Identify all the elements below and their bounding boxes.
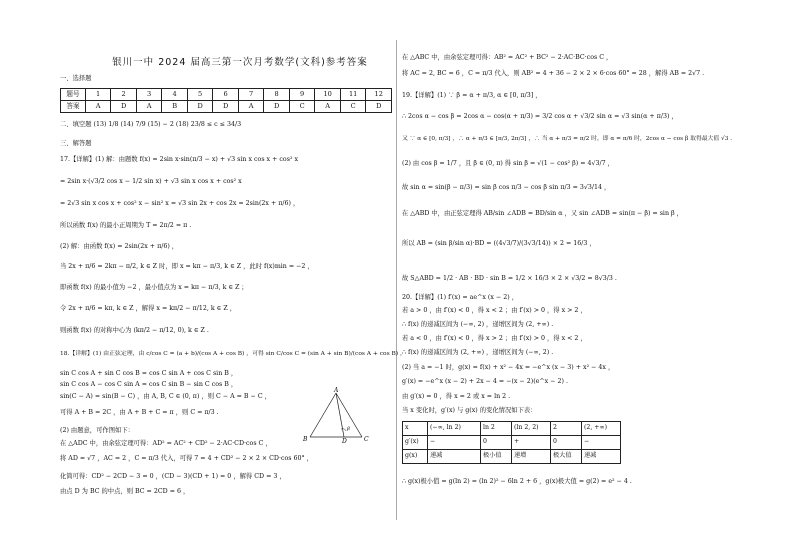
solution-line: 所以 AB = (sin β/sin α)·BD = ((4√3/7)/(3√3/14)) × 2 = 16/3 ， — [402, 240, 596, 247]
answer-cell: D — [111, 101, 137, 113]
solution-line: = 2sin x·(√3/2 cos x − 1/2 sin x) + √3 sin x cos x + cos² x — [60, 178, 242, 185]
answer-cell: D — [213, 101, 239, 113]
solution-line: (2) 由题意，可作图如下： — [60, 427, 134, 434]
answer-table-header-label: 题号 — [61, 89, 86, 101]
solution-line: sin(C − A) = sin(B − C) ，由 A, B, C ∈ (0, π) ，则 C − A = B − C ， — [60, 393, 271, 400]
solution-line: ∴ g(x)极小值 = g(ln 2) = (ln 2)² − 6ln 2 + 6 ，g(x)极大值 = g(2) = e² − 4 . — [402, 478, 632, 485]
solution-line: 17.【详解】(1) 解：由题数 f(x) = 2sin x·sin(π/3 − x) + √3 sin x cos x + cos² x — [60, 156, 299, 163]
answer-cell: B — [162, 101, 188, 113]
solution-line: 故 S△ABD = 1/2 · AB · BD · sin B = 1/2 × 16/3 × 2 × √3/2 = 8√3/3 . — [402, 275, 617, 282]
variation-cell: x — [403, 422, 428, 436]
answer-cell: D — [264, 101, 290, 113]
variation-cell: g′(x) — [403, 436, 428, 450]
triangle-side-ab — [310, 393, 336, 437]
section-choice-heading: 一、选择题 — [60, 75, 92, 82]
solution-line: g′(x) = −e^x (x − 2) + 2x − 4 = −(x − 2)(e^x − 2) . — [402, 378, 568, 385]
answer-cell: D — [366, 101, 392, 113]
solution-line: 故 sin α = sin(β − π/3) = sin β cos π/3 − cos β sin π/3 = 3√3/14 ， — [402, 184, 611, 191]
solution-line: 则函数 f(x) 的对称中心为 (kπ/2 − π/12, 0), k ∈ Z . — [60, 327, 209, 334]
angle-beta-arc — [341, 429, 346, 431]
solution-line: 将 AD = √7 ，AC = 2 ，C = π/3 代入，可得 7 = 4 + CD² − 2 × 2 × CD·cos 60° ， — [60, 455, 313, 462]
variation-cell: 递增 — [512, 450, 551, 464]
answer-cell: A — [315, 101, 341, 113]
answer-cell: C — [340, 101, 366, 113]
vertex-label-b: B — [303, 436, 308, 443]
angle-label-beta: β — [347, 426, 350, 432]
solution-line: sin C cos A + sin C cos B = cos C sin A + cos C sin B ， — [60, 370, 238, 377]
variation-table — [402, 421, 621, 464]
solution-line: (2) 由 cos β = 1/7 ，且 β ∈ (0, π) 得 sin β = √(1 − cos² β) = 4√3/7 ， — [402, 160, 614, 167]
solution-line: 由 g′(x) = 0 ，得 x = 2 或 x = ln 2 . — [402, 393, 511, 400]
solution-line: 又 ∵ α ∈ [0, π/3] ，∴ α + π/3 ∈ [π/3, 2π/3] ，∴ 当 α + π/3 = π/2 时，即 α = π/6 时，2cos α − cos β 取得最大值 √3 . — [402, 136, 733, 142]
answer-cell: D — [187, 101, 213, 113]
answer-table-number-row — [61, 89, 392, 101]
answer-cell: C — [289, 101, 315, 113]
solution-line: 令 2x + π/6 = kπ, k ∈ Z ，解得 x = kπ/2 − π/12, k ∈ Z ， — [60, 305, 237, 312]
solution-line: 化简可得：CD² − 2CD − 3 = 0 ，(CD − 3)(CD + 1) = 0 ，解得 CD = 3 ， — [60, 473, 286, 480]
variation-cell: 递减 — [428, 450, 481, 464]
variation-cell: 0 — [551, 436, 582, 450]
page-title: 银川一中 2024 届高三第一次月考数学(文科)参考答案 — [112, 57, 368, 68]
solution-line: 当 2x + π/6 = 2kπ − π/2, k ∈ Z 时，即 x = kπ − π/3, k ∈ Z ，此时 f(x)min = −2 ， — [60, 263, 314, 270]
variation-cell: 极大值 — [551, 450, 582, 464]
variation-cell: ln 2 — [481, 422, 512, 436]
question-number: 8 — [264, 89, 290, 101]
solution-line: 即函数 f(x) 的最小值为 −2 ，最小值点为 x = kπ − π/3, k ∈ Z ； — [60, 284, 248, 291]
solution-line: ∴ f(x) 的递减区间为 (2, +∞) ，递增区间为 (−∞, 2) . — [402, 349, 554, 356]
solution-line: (2) 解：由函数 f(x) = 2sin(2x + π/6) ， — [60, 243, 179, 250]
solution-line: = 2√3 sin x cos x + cos² x − sin² x = √3 sin 2x + cos 2x = 2sin(2x + π/6) ， — [60, 200, 300, 207]
answer-table — [60, 88, 392, 113]
variation-row-function — [403, 450, 621, 464]
solution-line: 若 a < 0 ，由 f′(x) < 0 ，得 x > 2 ；由 f′(x) > 0 ，得 x < 2 ， — [402, 335, 587, 342]
variation-cell: 2 — [551, 422, 582, 436]
solution-line: 由点 D 为 BC 的中点，则 BC = 2CD = 6 ， — [60, 488, 190, 495]
solution-line: 当 x 变化时，g′(x) 与 g(x) 的变化情况如下表： — [402, 407, 537, 414]
answer-table-answer-label: 答案 — [61, 101, 86, 113]
solution-line: 19.【详解】(1) ∵ β = α + π/3, α ∈ [0, π/3] ， — [402, 92, 542, 99]
section-fill-answers: 二、填空题 (13) 1/8 (14) 7/9 (15) − 2 (18) 23/8 ≤ c ≤ 34/3 — [60, 121, 242, 128]
solution-line: ∴ f(x) 的递减区间为 (−∞, 2) ，递增区间为 (2, +∞) . — [402, 321, 554, 328]
solution-line: 将 AC = 2, BC = 6 ，C = π/3 代入，则 AB² = 4 + 36 − 2 × 2 × 6·cos 60° = 28 ，解得 AB = 2√7 . — [402, 70, 705, 77]
answer-table-answer-row — [61, 101, 392, 113]
variation-cell: g(x) — [403, 450, 428, 464]
solution-line: sin C cos A − cos C sin A = cos C sin B − sin C cos B ， — [60, 381, 238, 388]
solution-line: 20.【详解】(1) f′(x) = ae^x (x − 2) ， — [402, 294, 518, 301]
question-number: 12 — [366, 89, 392, 101]
question-number: 9 — [289, 89, 315, 101]
answer-cell: A — [85, 101, 111, 113]
question-number: 6 — [213, 89, 239, 101]
solution-line: 在 △ADC 中，由余弦定理可得：AD² = AC² + CD² − 2·AC·CD·cos C ， — [60, 440, 272, 447]
answer-cell: A — [238, 101, 264, 113]
column-divider — [396, 40, 397, 520]
variation-cell: + — [512, 436, 551, 450]
variation-cell: − — [582, 436, 621, 450]
vertex-label-c: C — [364, 436, 369, 443]
solution-line: 可得 A + B = 2C ，由 A + B + C = π ，则 C = π/3 . — [60, 409, 219, 416]
vertex-label-d: D — [342, 438, 347, 443]
solution-line: 18.【详解】(1) 由正弦定理，由 c/cos C = (a + b)/(cos A + cos B) ，可得 sin C/cos C = (sin A + sin B)/(cos A + cos B) ， — [60, 351, 406, 357]
question-number: 2 — [111, 89, 137, 101]
solution-line: 所以函数 f(x) 的最小正周期为 T = 2π/2 = π . — [60, 222, 192, 229]
question-number: 3 — [136, 89, 162, 101]
variation-cell: 0 — [481, 436, 512, 450]
variation-cell: (−∞, ln 2) — [428, 422, 481, 436]
variation-cell: 递减 — [582, 450, 621, 464]
solution-line: 若 a > 0 ，由 f′(x) < 0 ，得 x < 2 ；由 f′(x) > 0 ，得 x > 2 ， — [402, 307, 587, 314]
solution-line: 在 △ABC 中，由余弦定理可得：AB² = AC² + BC² − 2·AC·BC·cos C ， — [402, 54, 613, 61]
question-number: 1 — [85, 89, 111, 101]
variation-cell: − — [428, 436, 481, 450]
question-number: 4 — [162, 89, 188, 101]
solution-line: (2) 当 a = −1 时，g(x) = f(x) + x² − 4x = −e^x (x − 3) + x² − 4x ， — [402, 364, 615, 371]
variation-row-x — [403, 422, 621, 436]
answer-cell: A — [136, 101, 162, 113]
solution-line: 在 △ABD 中，由正弦定理得 AB/sin ∠ADB = BD/sin α ，又 sin ∠ADB = sin(π − β) = sin β ， — [402, 210, 683, 217]
vertex-label-a: A — [334, 387, 339, 394]
question-number: 10 — [315, 89, 341, 101]
question-number: 7 — [238, 89, 264, 101]
solution-line: ∴ 2cos α − cos β = 2cos α − cos(α + π/3) = 3/2 cos α + √3/2 sin α = √3 sin(α + π/3) ， — [402, 113, 678, 120]
section-solution-heading: 三、解答题 — [60, 140, 92, 147]
variation-row-derivative — [403, 436, 621, 450]
triangle-figure — [300, 385, 380, 443]
variation-cell: (2, +∞) — [582, 422, 621, 436]
variation-cell: 极小值 — [481, 450, 512, 464]
variation-cell: (ln 2, 2) — [512, 422, 551, 436]
question-number: 11 — [340, 89, 366, 101]
question-number: 5 — [187, 89, 213, 101]
